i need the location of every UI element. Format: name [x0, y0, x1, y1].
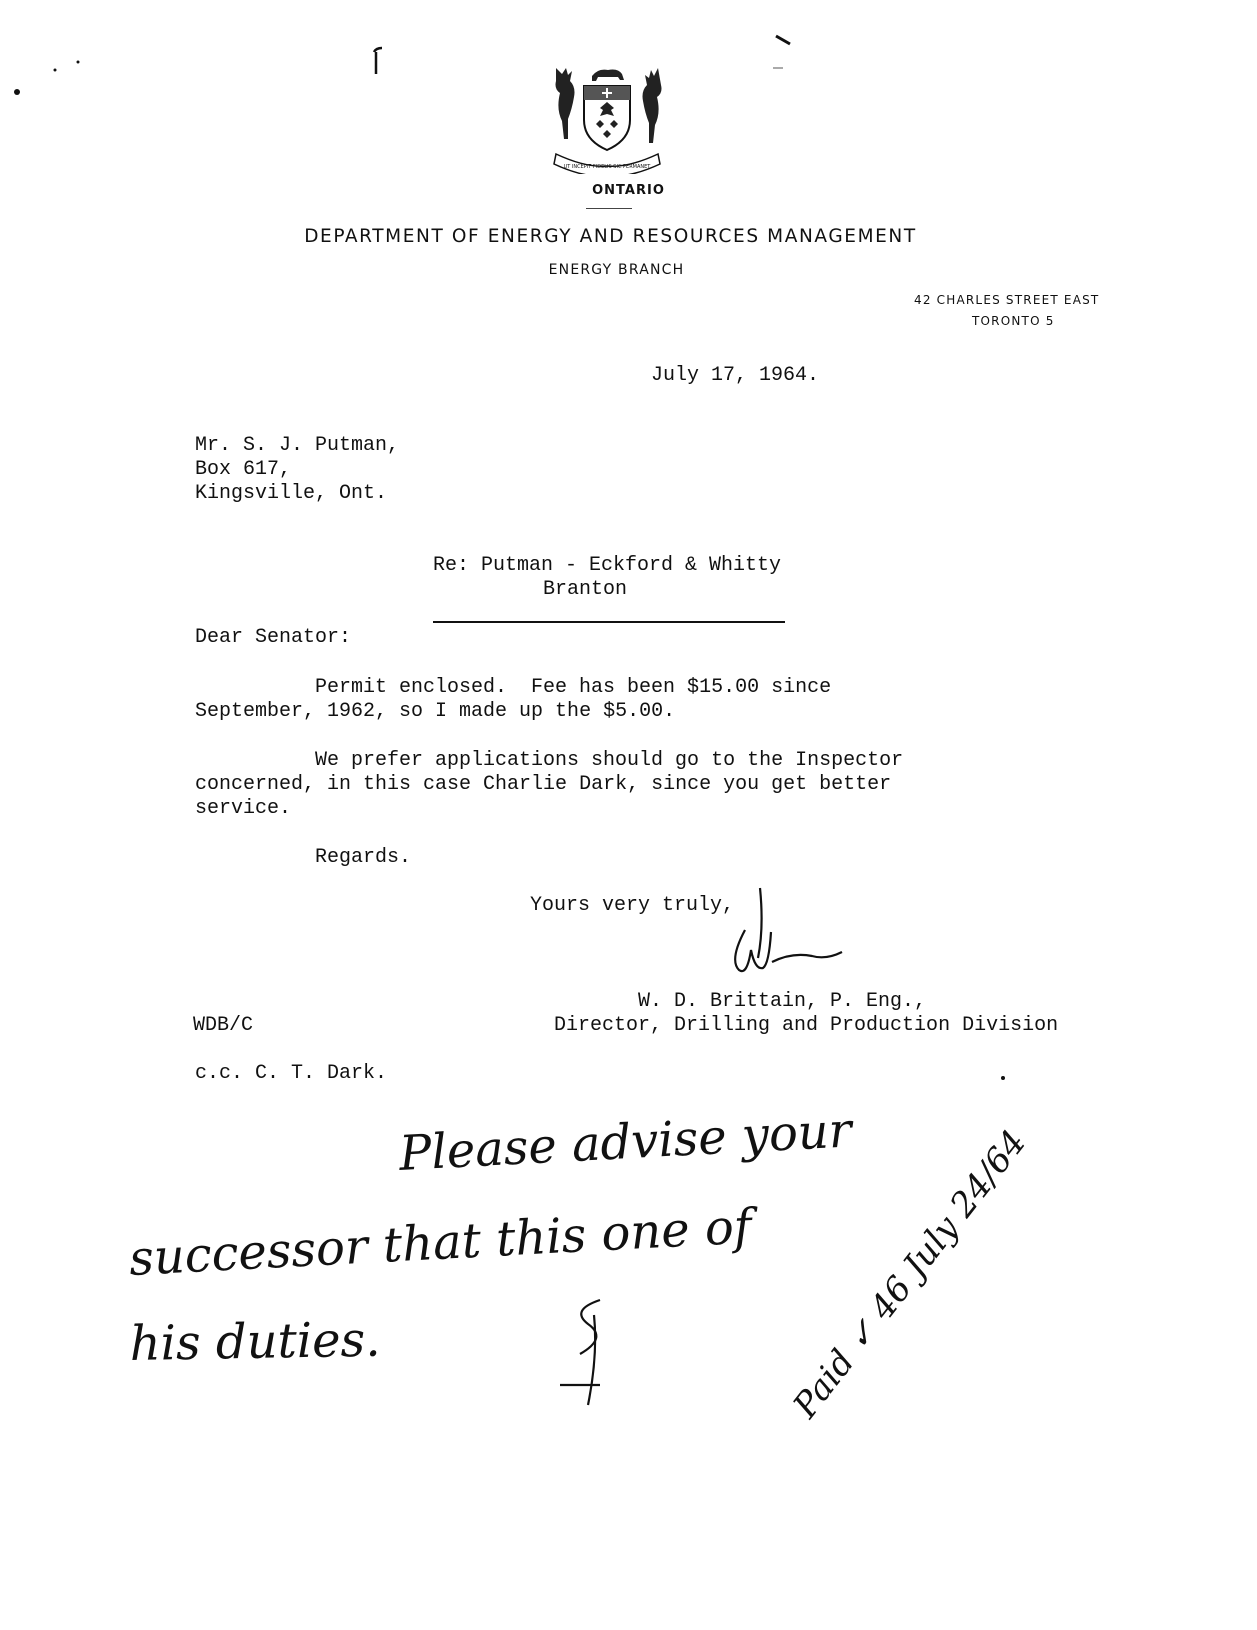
signer-title: Director, Drilling and Production Division — [554, 1014, 1059, 1037]
subject-location: Branton — [543, 578, 628, 601]
address-street: 42 CHARLES STREET EAST — [914, 293, 1100, 307]
letter-date: July 17, 1964. — [651, 364, 820, 387]
recipient-box: Box 617, — [195, 458, 292, 481]
body-paragraph-1-line-2: September, 1962, so I made up the $5.00. — [195, 700, 676, 723]
letterhead-divider — [586, 208, 632, 209]
carbon-copy: c.c. C. T. Dark. — [195, 1062, 388, 1085]
handwritten-note-line-2: successor that this one of — [127, 1198, 753, 1287]
department-name: DEPARTMENT OF ENERGY AND RESOURCES MANAGEMENT — [304, 226, 917, 247]
recipient-name: Mr. S. J. Putman, — [195, 434, 400, 457]
subject-line: Re: Putman - Eckford & Whitty — [433, 554, 782, 577]
subject-underline — [433, 621, 785, 623]
svg-text:UT INCEPIT FIDELIS SIC PERMANE: UT INCEPIT FIDELIS SIC PERMANET — [563, 164, 651, 170]
body-paragraph-1-line-1: Permit enclosed. Fee has been $15.00 since — [315, 676, 832, 699]
handwritten-initial-mark — [560, 1300, 600, 1405]
signature-mark — [735, 888, 842, 971]
province-label: ONTARIO — [592, 183, 665, 198]
handwritten-note-line-1: Please advise your — [397, 1102, 853, 1182]
handwritten-note-line-3: his duties. — [129, 1311, 381, 1372]
body-paragraph-2-line-1: We prefer applications should go to the Inspector — [315, 749, 904, 772]
reference-initials: WDB/C — [193, 1014, 254, 1037]
salutation: Dear Senator: — [195, 626, 352, 649]
ontario-coat-of-arms-image — [548, 62, 666, 174]
signer-name: W. D. Brittain, P. Eng., — [638, 990, 927, 1013]
body-paragraph-2-line-3: service. — [195, 797, 292, 820]
branch-name: ENERGY BRANCH — [548, 262, 685, 278]
handwritten-paid-note: Paid ✓ 46 July 24/64 — [785, 1122, 1035, 1426]
body-regards: Regards. — [315, 846, 412, 869]
closing: Yours very truly, — [530, 894, 735, 917]
recipient-city: Kingsville, Ont. — [195, 482, 388, 505]
address-city: TORONTO 5 — [972, 314, 1055, 328]
body-paragraph-2-line-2: concerned, in this case Charlie Dark, since you get better — [195, 773, 892, 796]
